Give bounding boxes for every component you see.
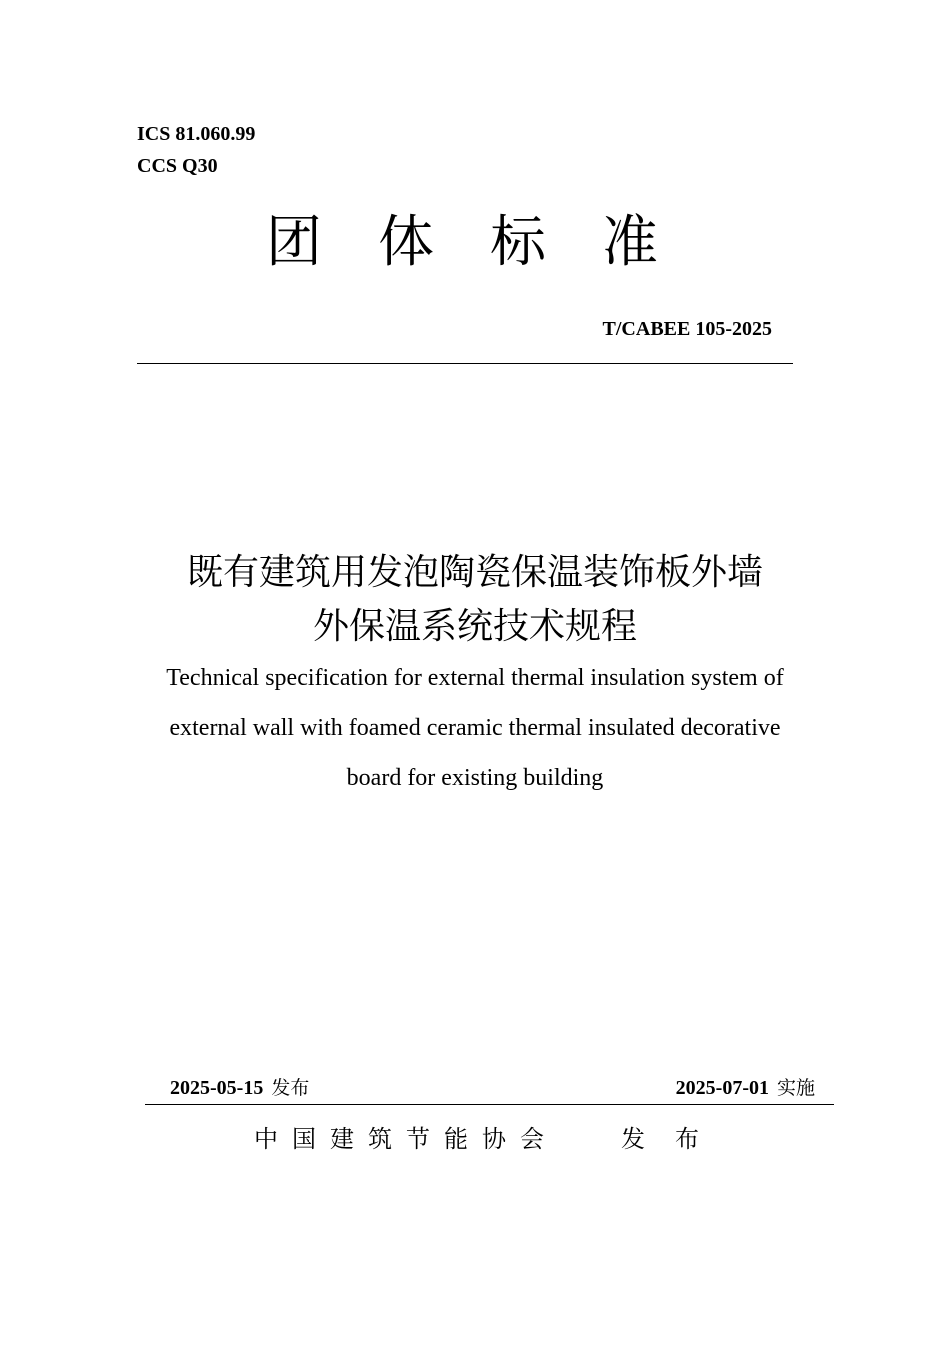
standard-type-heading: 团体标准 xyxy=(266,210,714,275)
publish-date: 2025-05-15 xyxy=(170,1077,264,1099)
publish-label: 发布 xyxy=(271,1077,310,1099)
chinese-title-line-1: 既有建筑用发泡陶瓷保温装饰板外墙 xyxy=(186,552,763,593)
standard-code: T/CABEE 105-2025 xyxy=(602,318,772,340)
bottom-divider xyxy=(145,1104,834,1105)
implement-label: 实施 xyxy=(776,1077,815,1099)
ics-code: ICS 81.060.99 xyxy=(137,123,256,145)
issuer-action: 发布 xyxy=(621,1125,729,1153)
implement-date: 2025-07-01 xyxy=(675,1077,769,1099)
english-title-line-3: board for existing building xyxy=(346,765,604,791)
english-title-line-1: Technical specification for external thermal insulation system of xyxy=(166,665,784,691)
english-title-line-2: external wall with foamed ceramic thermal insulated decorative xyxy=(169,715,781,741)
ccs-code: CCS Q30 xyxy=(137,155,218,177)
publish-date-block xyxy=(170,1075,309,1101)
implement-date-block xyxy=(676,1075,815,1101)
issuer-name: 中国建筑节能协会 xyxy=(254,1125,558,1153)
chinese-title-line-2: 外保温系统技术规程 xyxy=(312,606,637,647)
top-divider xyxy=(137,363,793,364)
